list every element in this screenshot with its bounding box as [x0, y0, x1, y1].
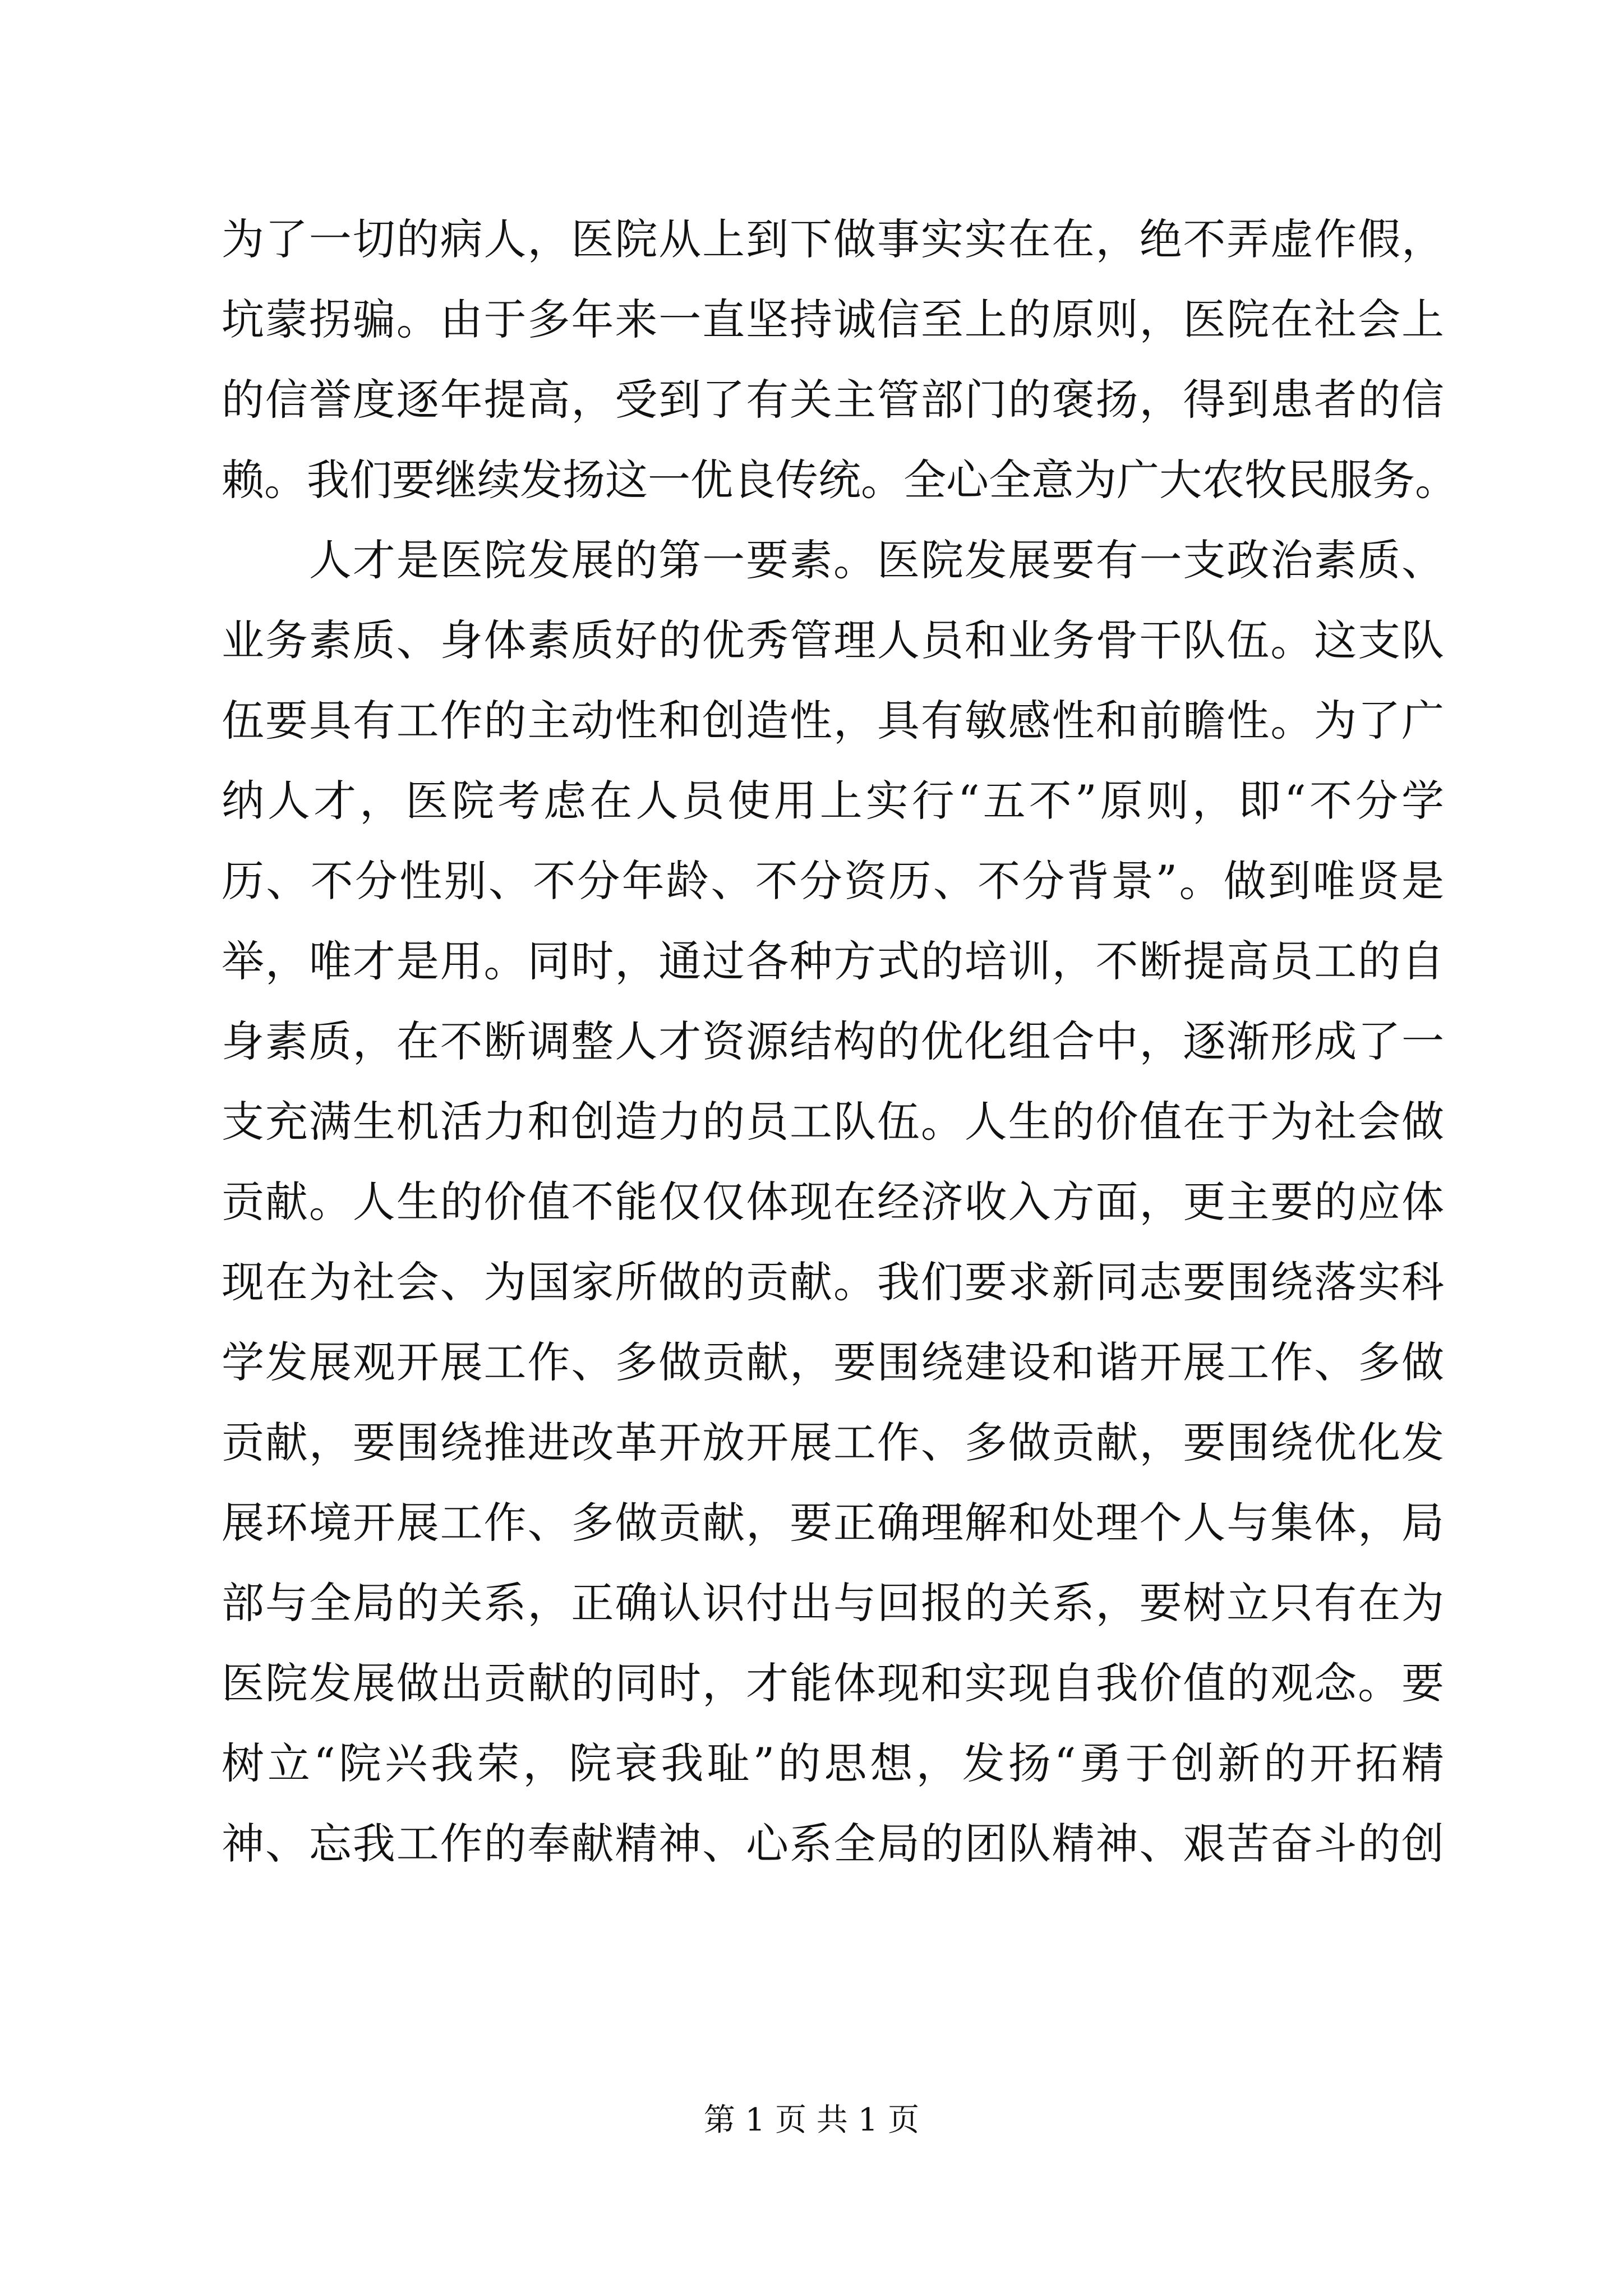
text-line: 支充满生机活力和创造力的员工队伍。人生的价值在于为社会做 — [222, 1097, 1444, 1147]
text-line: 人才是医院发展的第一要素。医院发展要有一支政治素质、 — [222, 535, 1444, 585]
text-line: 医院发展做出贡献的同时，才能体现和实现自我价值的观念。要 — [222, 1658, 1444, 1708]
text-line: 贡献。人生的价值不能仅仅体现在经济收入方面，更主要的应体 — [222, 1177, 1444, 1227]
text-line: 树立“院兴我荣，院衰我耻”的思想，发扬“勇于创新的开拓精 — [222, 1738, 1444, 1788]
text-line: 展环境开展工作、多做贡献，要正确理解和处理个人与集体，局 — [222, 1498, 1444, 1548]
text-line: 贡献，要围绕推进改革开放开展工作、多做贡献，要围绕优化发 — [222, 1418, 1444, 1467]
page-number: 第 1 页 共 1 页 — [703, 2102, 920, 2138]
paragraph-1 — [222, 199, 1458, 520]
text-line: 纳人才，医院考虑在人员使用上实行“五不”原则，即“不分学 — [222, 776, 1444, 826]
text-line: 坑蒙拐骗。由于多年来一直坚持诚信至上的原则，医院在社会上 — [222, 295, 1444, 344]
text-line: 伍要具有工作的主动性和创造性，具有敏感性和前瞻性。为了广 — [222, 696, 1444, 746]
text-line: 举，唯才是用。同时，通过各种方式的培训，不断提高员工的自 — [222, 936, 1444, 986]
text-line: 身素质，在不断调整人才资源结构的优化组合中，逐渐形成了一 — [222, 1016, 1444, 1066]
text-line: 现在为社会、为国家所做的贡献。我们要求新同志要围绕落实科 — [222, 1257, 1444, 1307]
text-line: 部与全局的关系，正确认识付出与回报的关系，要树立只有在为 — [222, 1578, 1444, 1628]
text-line: 神、忘我工作的奉献精神、心系全局的团队精神、艰苦奋斗的创 — [222, 1819, 1444, 1869]
page-footer — [0, 2098, 1623, 2143]
text-line: 的信誉度逐年提高，受到了有关主管部门的褒扬，得到患者的信 — [222, 375, 1444, 425]
text-line: 为了一切的病人，医院从上到下做事实实在在，绝不弄虚作假， — [222, 214, 1444, 264]
text-line: 赖。我们要继续发扬这一优良传统。全心全意为广大农牧民服务。 — [222, 455, 1458, 505]
body-text — [222, 199, 1458, 1884]
text-line: 业务素质、身体素质好的优秀管理人员和业务骨干队伍。这支队 — [222, 615, 1444, 665]
paragraph-2 — [222, 520, 1444, 1884]
text-line: 历、不分性别、不分年龄、不分资历、不分背景”。做到唯贤是 — [222, 856, 1444, 906]
text-line: 学发展观开展工作、多做贡献，要围绕建设和谐开展工作、多做 — [222, 1337, 1444, 1387]
